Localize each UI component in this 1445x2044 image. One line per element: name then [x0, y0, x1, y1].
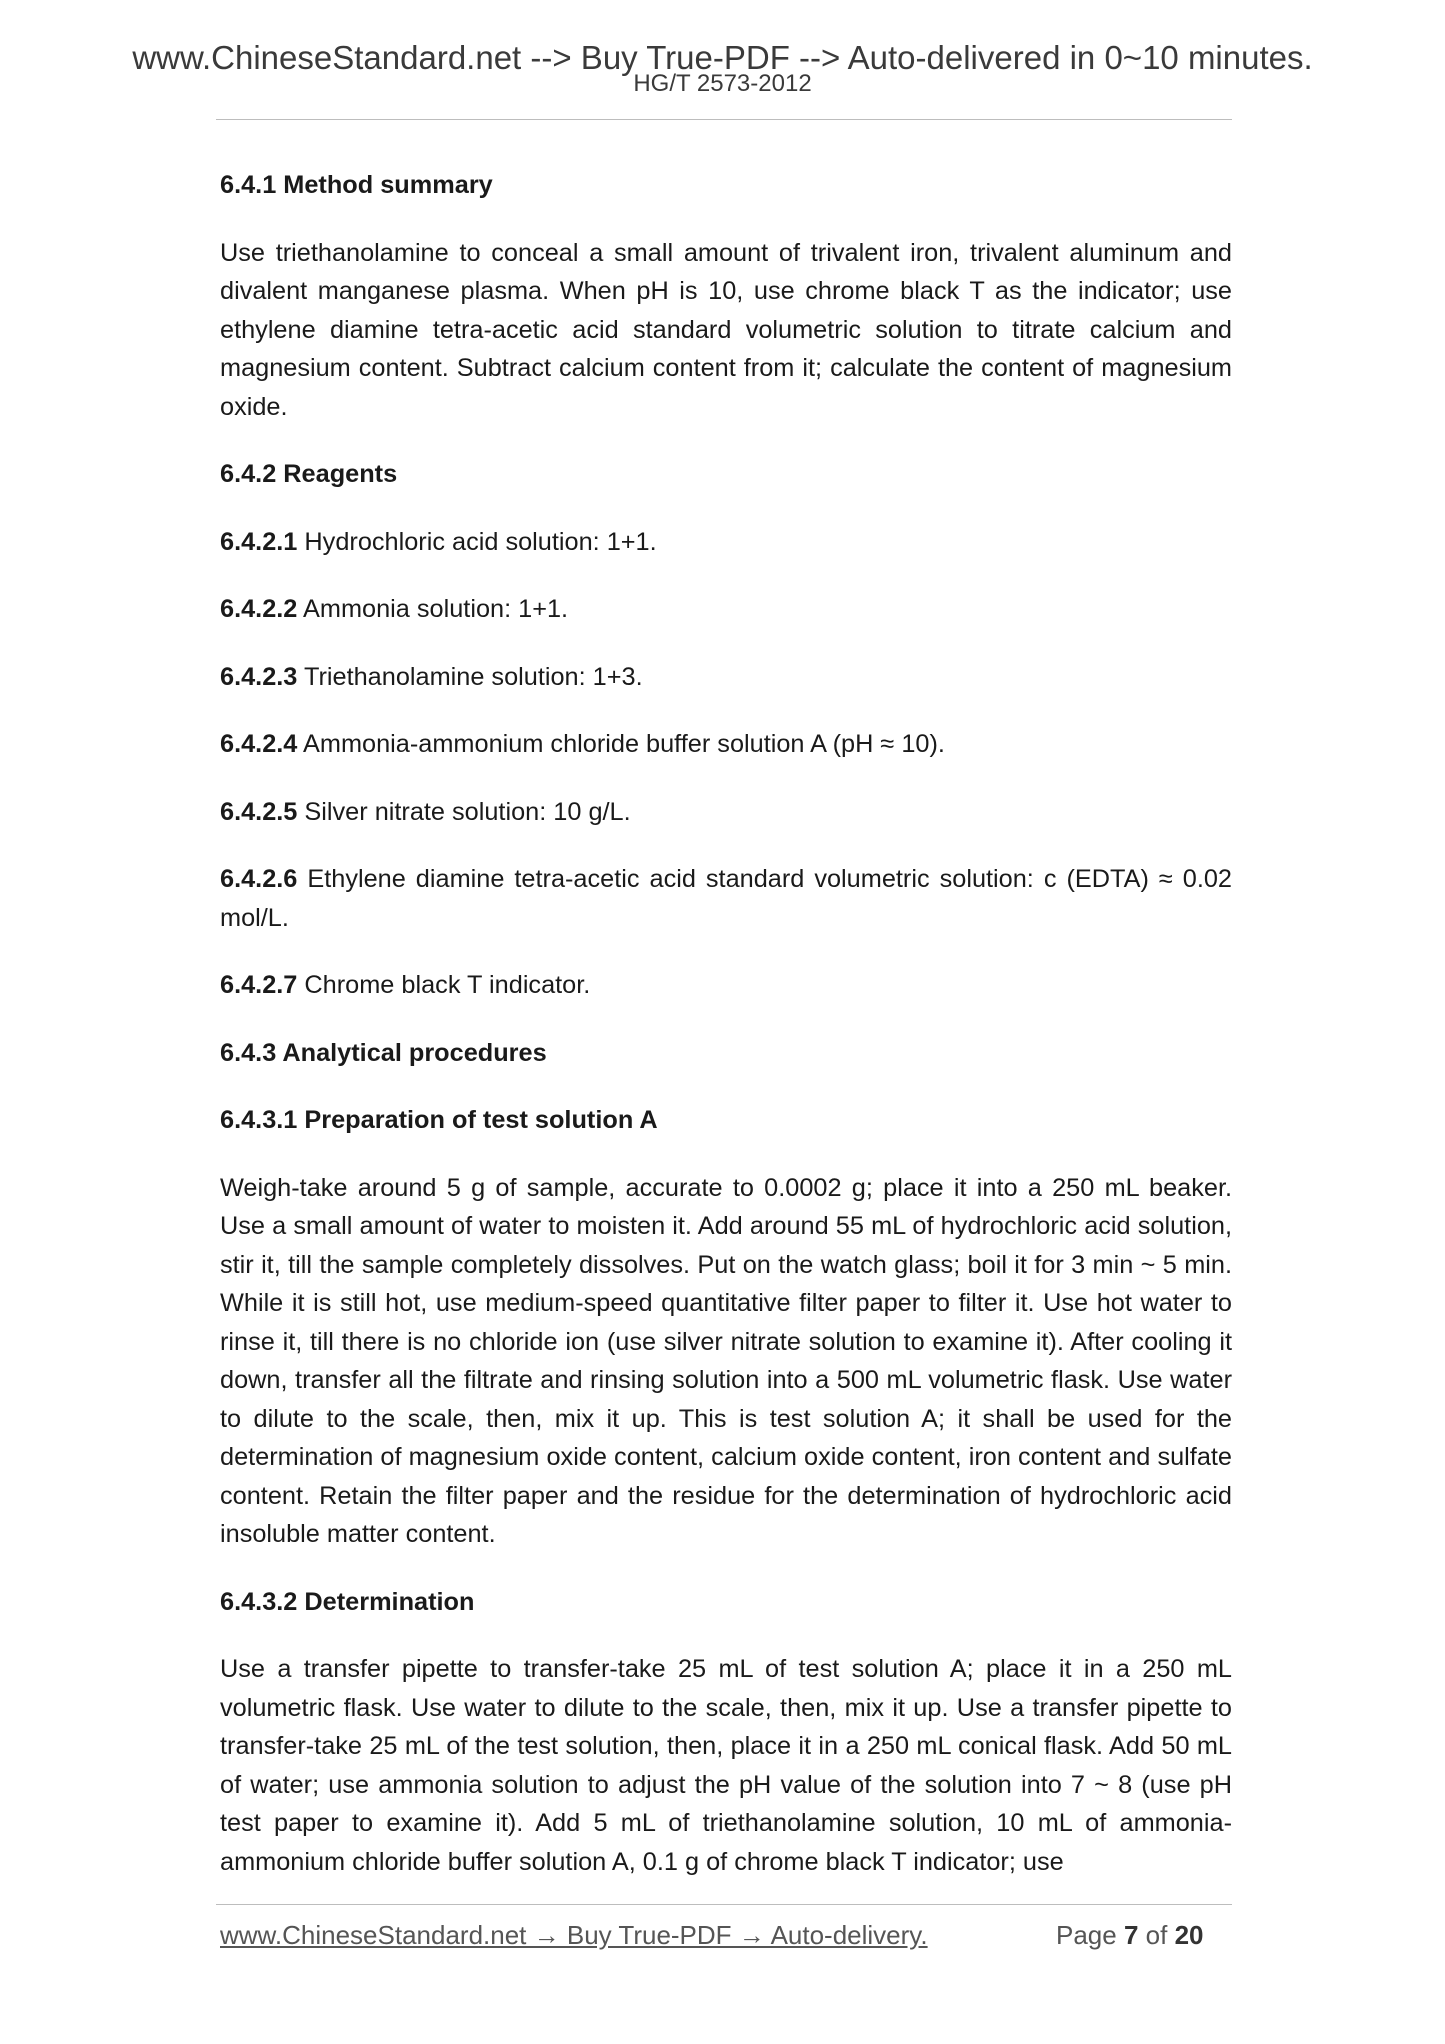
reagent-number: 6.4.2.7	[220, 971, 298, 999]
header-divider	[216, 119, 1232, 120]
section-heading-6-4-2: 6.4.2 Reagents	[220, 460, 398, 488]
section-heading-6-4-3: 6.4.3 Analytical procedures	[220, 1038, 547, 1067]
reagent-text: Chrome black T indicator.	[304, 971, 591, 999]
reagent-text: Silver nitrate solution: 10 g/L.	[304, 797, 631, 826]
page-total: 20	[1174, 1920, 1204, 1950]
reagent-text: Ammonia-ammonium chloride buffer solution A (pH ≈ 10).	[303, 730, 945, 758]
test-solution-preparation-paragraph: Weigh-take around 5 g of sample, accurate to 0.0002 g; place it into a 250 mL beaker. Use a small amount of water to moisten it. Add around 55 mL of hydrochloric acid solution, stir it, till the sample completely dissolves. Put on the watch glass; boil it for 3 min ~ 5 min. While it is still hot, use medium-speed quantitative filter paper to filter it. Use hot water to rinse it, till there is no chloride ion (use silver nitrate solution to examine it). After cooling it down, transfer all the filtrate and rinsing solution into a 500 mL volumetric flask. Use water to dilute to the scale, then, mix it up. This is test solution A; it shall be used for the determination of magnesium oxide content, calcium oxide content, iron content and sulfate content. Retain the filter paper and the residue for the determination of hydrochloric acid insoluble matter content.	[220, 1173, 1232, 1548]
reagent-number: 6.4.2.3	[220, 662, 298, 691]
subsection-heading-6-4-3-2: 6.4.3.2 Determination	[220, 1587, 475, 1616]
section-heading-6-4-1: 6.4.1 Method summary	[220, 171, 493, 199]
reagent-item	[220, 725, 1232, 764]
reagent-text: Ammonia solution: 1+1.	[303, 595, 569, 623]
of-label: of	[1145, 1920, 1168, 1950]
reagent-item	[220, 590, 1232, 629]
reagent-item	[220, 523, 1232, 562]
method-summary-paragraph: Use triethanolamine to conceal a small amount of trivalent iron, trivalent aluminum and divalent manganese plasma. When pH is 10, use chrome black T as the indicator; use ethylene diamine tetra-acetic acid standard volumetric solution to titrate calcium and magnesium content. Subtract calcium content from it; calculate the content of magnesium oxide.	[220, 238, 1232, 421]
reagent-text: Hydrochloric acid solution: 1+1.	[304, 527, 657, 556]
site-banner[interactable]: www.ChineseStandard.net --> Buy True-PDF --> Auto-delivered in 0~10 minutes.	[132, 39, 1313, 76]
page-label: Page	[1056, 1920, 1117, 1950]
determination-paragraph: Use a transfer pipette to transfer-take 25 mL of test solution A; place it in a 250 mL volumetric flask. Use water to dilute to the scale, then, mix it up. Use a transfer pipette to transfer-take 25 mL of the test solution, then, place it in a 250 mL conical flask. Add 50 mL of water; use ammonia solution to adjust the pH value of the solution into 7 ~ 8 (use pH test paper to examine it). Add 5 mL of triethanolamine solution, 10 mL of ammonia-ammonium chloride buffer solution A, 0.1 g of chrome black T indicator; use	[220, 1655, 1232, 1876]
reagent-item	[220, 658, 1232, 697]
document-body	[220, 166, 1232, 1910]
reagent-number: 6.4.2.4	[220, 730, 298, 758]
reagent-item	[220, 966, 1232, 1005]
reagent-text: Ethylene diamine tetra-acetic acid standard volumetric solution: c (EDTA) ≈ 0.02 mol/L.	[220, 865, 1232, 932]
reagent-number: 6.4.2.5	[220, 797, 298, 826]
reagent-item	[220, 793, 1232, 832]
page-indicator	[1056, 1917, 1204, 1953]
page-number: 7	[1123, 1920, 1139, 1950]
subsection-heading-6-4-3-1: 6.4.3.1 Preparation of test solution A	[220, 1106, 658, 1134]
reagent-text: Triethanolamine solution: 1+3.	[303, 662, 643, 691]
reagent-number: 6.4.2.1	[220, 527, 298, 556]
footer-divider	[216, 1904, 1232, 1905]
reagent-item	[220, 860, 1232, 937]
standard-code: HG/T 2573-2012	[633, 70, 812, 97]
reagent-number: 6.4.2.6	[220, 865, 298, 893]
footer-purchase-link[interactable]: www.ChineseStandard.net → Buy True-PDF → Auto-delivery.	[220, 1920, 928, 1950]
reagent-number: 6.4.2.2	[220, 595, 298, 623]
